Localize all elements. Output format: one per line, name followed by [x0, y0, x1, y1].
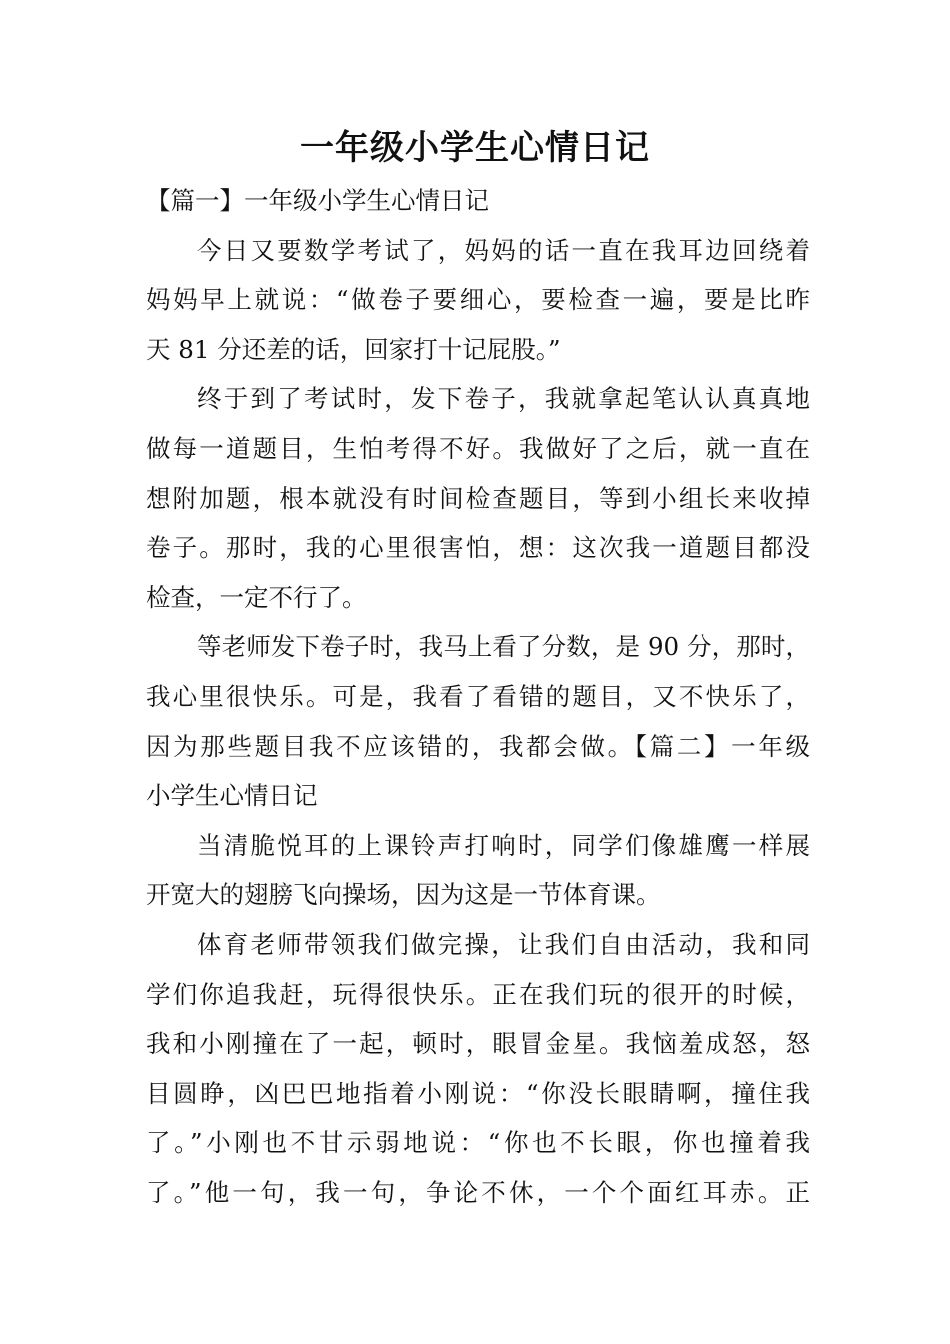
text-line: 了。”他一句，我一句，争论不休，一个个面红耳赤。正 [146, 1177, 810, 1207]
text-line: 想附加题，根本就没有时间检查题目，等到小组长来收掉 [146, 483, 810, 513]
text-line: 妈妈早上就说：“做卷子要细心，要检查一遍，要是比昨 [146, 285, 810, 315]
text-line: 我和小刚撞在了一起，顿时，眼冒金星。我恼羞成怒，怒 [146, 1029, 810, 1059]
text-line: 目圆睁，凶巴巴地指着小刚说：“你没长眼睛啊，撞住我 [146, 1078, 810, 1108]
text-line: 【篇一】一年级小学生心情日记 [146, 186, 489, 215]
text-line: 检查，一定不行了。 [146, 582, 367, 612]
text-line: 当清脆悦耳的上课铃声打响时，同学们像雄鹰一样展 [197, 830, 810, 860]
document-title: 一年级小学生心情日记 [300, 128, 650, 168]
text-line: 开宽大的翅膀飞向操场，因为这是一节体育课。 [146, 880, 661, 910]
text-line: 小学生心情日记 [146, 781, 318, 811]
text-line: 做每一道题目，生怕考得不好。我做好了之后，就一直在 [146, 433, 810, 463]
text-line: 因为那些题目我不应该错的，我都会做。【篇二】一年级 [146, 731, 810, 761]
text-line: 天 81 分还差的话，回家打十记屁股。” [146, 334, 561, 364]
text-line: 卷子。那时，我的心里很害怕，想：这次我一道题目都没 [146, 533, 810, 563]
text-line: 今日又要数学考试了，妈妈的话一直在我耳边回绕着 [197, 235, 810, 265]
text-line: 体育老师带领我们做完操，让我们自由活动，我和同 [197, 929, 810, 959]
text-line: 终于到了考试时，发下卷子，我就拿起笔认认真真地 [197, 384, 810, 414]
document-body [146, 176, 810, 1217]
text-line: 等老师发下卷子时，我马上看了分数，是 90 分，那时， [197, 632, 810, 662]
text-line: 了。”小刚也不甘示弱地说：“你也不长眼，你也撞着我 [146, 1128, 810, 1158]
text-line: 学们你追我赶，玩得很快乐。正在我们玩的很开的时候， [146, 979, 810, 1009]
text-line: 我心里很快乐。可是，我看了看错的题目，又不快乐了， [146, 681, 810, 711]
